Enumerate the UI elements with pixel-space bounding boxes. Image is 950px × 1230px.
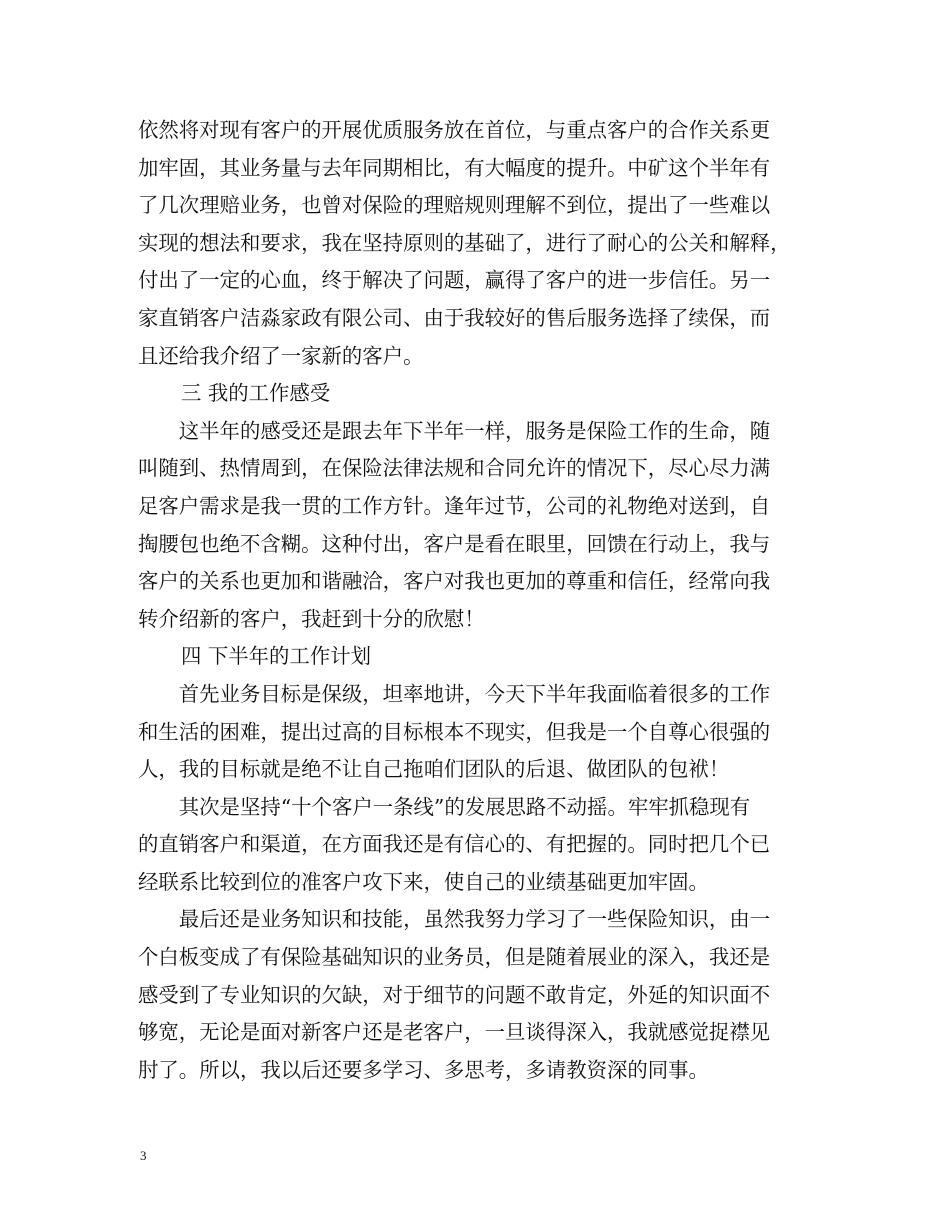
text-line: 叫随到、热情周到，在保险法律法规和合同允许的情况下，尽心尽力满 — [138, 456, 771, 481]
page-number: 3 — [140, 1148, 147, 1163]
text-line: 感受到了专业知识的欠缺，对于细节的问题不敢肯定，外延的知识面不 — [138, 982, 771, 1007]
text-line: 加牢固，其业务量与去年同期相比，有大幅度的提升。中矿这个半年有 — [138, 155, 771, 180]
text-line: 了几次理赔业务，也曾对保险的理赔规则理解不到位，提出了一些难以 — [138, 193, 771, 218]
text-line: 客户的关系也更加和谐融洽，客户对我也更加的尊重和信任，经常向我 — [138, 569, 771, 594]
section-heading: 四 下半年的工作计划 — [181, 644, 371, 669]
text-line: 实现的想法和要求，我在坚持原则的基础了，进行了耐心的公关和解释， — [138, 230, 791, 255]
text-line: 和生活的困难，提出过高的目标根本不现实，但我是一个自尊心很强的 — [138, 719, 771, 744]
body-text — [138, 112, 818, 1089]
text-line: 够宽，无论是面对新客户还是老客户，一旦谈得深入，我就感觉捉襟见 — [138, 1020, 771, 1045]
text-line: 个白板变成了有保险基础知识的业务员，但是随着展业的深入，我还是 — [138, 945, 771, 970]
text-line: 最后还是业务知识和技能，虽然我努力学习了一些保险知识，由一 — [138, 907, 771, 932]
section-heading: 三 我的工作感受 — [181, 381, 331, 406]
text-line: 肘了。所以，我以后还要多学习、多思考，多请教资深的同事。 — [138, 1057, 709, 1082]
text-line: 这半年的感受还是跟去年下半年一样，服务是保险工作的生命，随 — [138, 418, 771, 443]
text-line: 付出了一定的心血，终于解决了问题，赢得了客户的进一步信任。另一 — [138, 268, 771, 293]
text-line: 转介绍新的客户，我赶到十分的欣慰！ — [138, 606, 485, 631]
text-line: 经联系比较到位的准客户攻下来，使自己的业绩基础更加牢固。 — [138, 869, 709, 894]
text-line: 人，我的目标就是绝不让自己拖咱们团队的后退、做团队的包袱！ — [138, 757, 730, 782]
text-line: 掏腰包也绝不含糊。这种付出，客户是看在眼里，回馈在行动上，我与 — [138, 531, 771, 556]
text-line: 足客户需求是我一贯的工作方针。逢年过节，公司的礼物绝对送到，自 — [138, 493, 771, 518]
text-line: 首先业务目标是保级，坦率地讲，今天下半年我面临着很多的工作 — [138, 681, 771, 706]
text-line: 且还给我介绍了一家新的客户。 — [138, 343, 424, 368]
text-line: 依然将对现有客户的开展优质服务放在首位，与重点客户的合作关系更 — [138, 118, 771, 142]
text-line: 其次是坚持“十个客户一条线”的发展思路不动摇。牢牢抓稳现有 — [138, 794, 751, 819]
text-line: 的直销客户和渠道，在方面我还是有信心的、有把握的。同时把几个已 — [138, 832, 771, 857]
text-line: 家直销客户洁淼家政有限公司、由于我较好的售后服务选择了续保，而 — [138, 305, 771, 330]
